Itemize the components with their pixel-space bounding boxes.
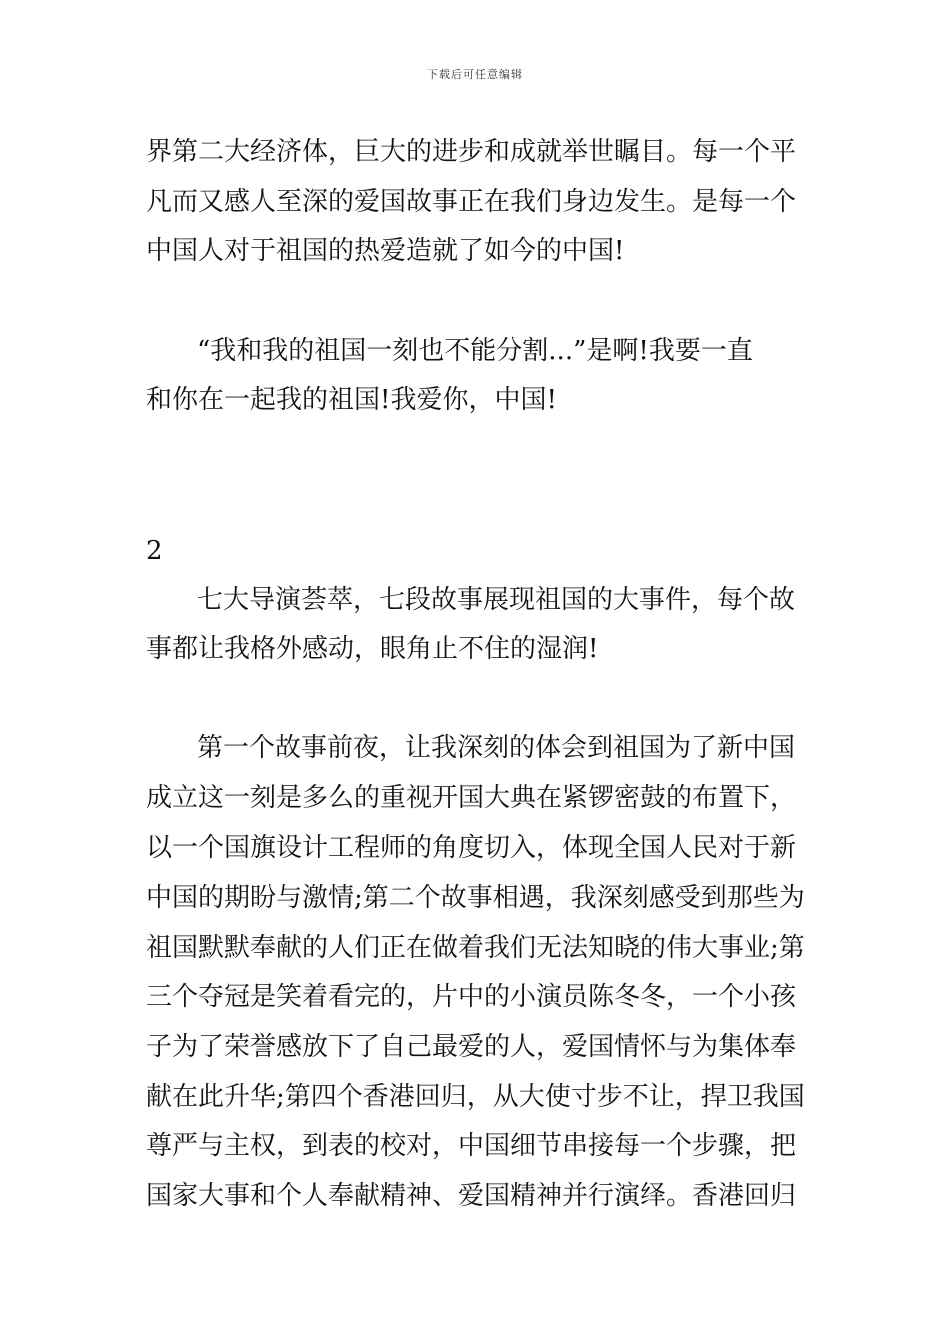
- body-text-line: “我和我的祖国一刻也不能分割...”是啊!我要一直: [197, 336, 753, 366]
- body-text-line: 界第二大经济体，巨大的进步和成就举世瞩目。每一个平: [146, 137, 797, 167]
- body-text-line: 凡而又感人至深的爱国故事正在我们身边发生。是每一个: [146, 187, 797, 217]
- section-number: 2: [146, 536, 163, 566]
- body-text-line: 中国人对于祖国的热爱造就了如今的中国!: [146, 236, 625, 266]
- body-text-line: 以一个国旗设计工程师的角度切入，体现全国人民对于新: [146, 833, 797, 863]
- body-text-line: 献在此升华;第四个香港回归，从大使寸步不让，捍卫我国: [146, 1082, 805, 1112]
- body-text-line: 中国的期盼与激情;第二个故事相遇，我深刻感受到那些为: [146, 883, 805, 913]
- body-text-line: 子为了荣誉感放下了自己最爱的人，爱国情怀与为集体奉: [146, 1032, 797, 1062]
- body-text-line: 七大导演荟萃，七段故事展现祖国的大事件，每个故: [197, 585, 796, 615]
- body-text-line: 事都让我格外感动，眼角止不住的湿润!: [146, 634, 599, 664]
- page-header: 下载后可任意编辑: [427, 68, 523, 81]
- body-text-line: 和你在一起我的祖国!我爱你，中国!: [146, 385, 557, 415]
- body-text-line: 三个夺冠是笑着看完的，片中的小演员陈冬冬，一个小孩: [146, 982, 797, 1012]
- body-text-line: 成立这一刻是多么的重视开国大典在紧锣密鼓的布置下，: [146, 783, 797, 813]
- body-text-line: 国家大事和个人奉献精神、爱国精神并行演绎。香港回归: [146, 1181, 797, 1211]
- body-text-line: 祖国默默奉献的人们正在做着我们无法知晓的伟大事业;第: [146, 933, 805, 963]
- body-text-line: 尊严与主权，到表的校对，中国细节串接每一个步骤，把: [146, 1131, 797, 1161]
- body-text-line: 第一个故事前夜，让我深刻的体会到祖国为了新中国: [197, 733, 796, 763]
